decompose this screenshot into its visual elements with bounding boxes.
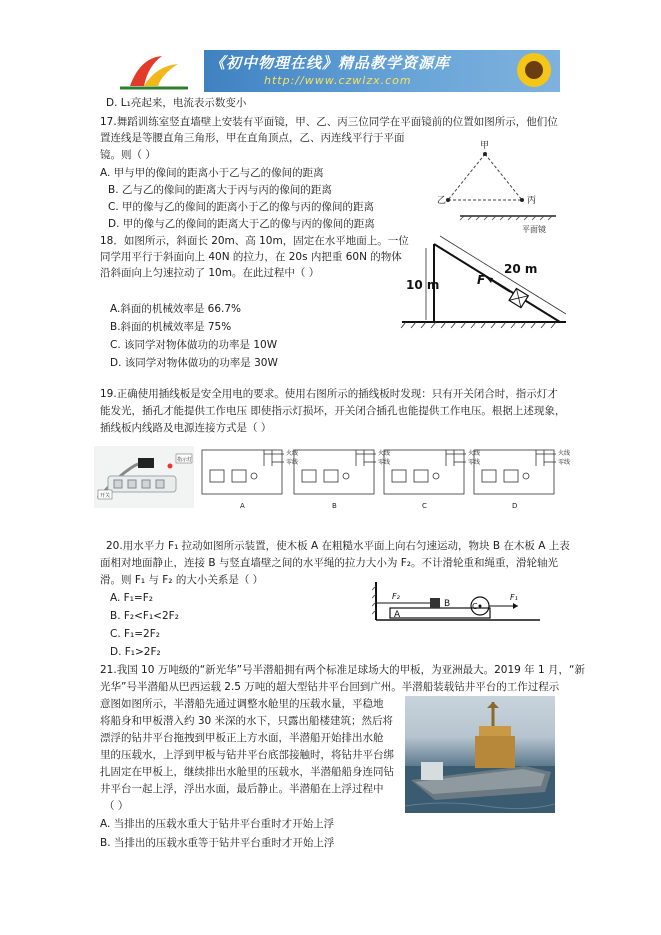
semi-submersible-ship-photo — [405, 696, 555, 813]
label-switch: 开关 — [100, 493, 111, 499]
q19-stem-line: 19.正确使用插线板是安全用电的要求。使用右图所示的插线板时发现：只有开关闭合时，指示灯才 — [100, 388, 558, 400]
circuit-diagram-a — [202, 449, 298, 510]
label-length: 20 m — [504, 262, 538, 276]
option-label: D — [512, 502, 518, 510]
label-f1: F₁ — [510, 593, 518, 602]
q18-incline-figure — [400, 232, 568, 334]
q19-stem-line: 插线板内线路及电源连接方式是（ ） — [100, 422, 272, 434]
q17-option: D. 甲的像与乙的像间的距离大于乙的像与丙的像间的距离 — [108, 218, 375, 230]
q21-stem-line: 里的压载水，上浮到甲板与钻井平台底部接触时，将钻井平台绑 — [100, 749, 394, 761]
q21-stem-line: 扎固定在甲板上，继续排出水舱里的压载水，半潜船船身连同钻 — [100, 766, 394, 778]
banner-url: http://www.czwlzx.com — [264, 74, 412, 87]
q21-stem-line: 意图如图所示，半潜船先通过调整水舱里的压载水量，平稳地 — [100, 698, 384, 710]
q20-stem-line: 滑。则 F₁ 与 F₂ 的大小关系是（ ） — [100, 574, 264, 586]
q20-option: C. F₁=2F₂ — [110, 628, 160, 640]
q21-stem-line: 将船身和甲板潜入约 30 米深的水下，只露出船楼建筑；然后将 — [100, 715, 394, 727]
q17-option: B. 乙与乙的像间的距离大于丙与丙的像间的距离 — [108, 184, 332, 196]
point-bing — [520, 198, 524, 202]
sunflower-icon — [504, 50, 560, 92]
q17-option: C. 甲的像与乙的像间的距离小于乙的像与丙的像间的距离 — [108, 201, 375, 213]
q21-stem-line: 漂浮的钻井平台拖拽到甲板正上方水面，半潜船开始排出水舱 — [100, 732, 384, 744]
q17-stem-line: 17.舞蹈训练室竖直墙壁上安装有平面镜，甲、乙、丙三位同学在平面镜前的位置如图所示，他们位 — [100, 116, 558, 128]
q17-mirror-figure — [430, 140, 560, 235]
indicator-light-icon — [168, 464, 173, 469]
q20-option: A. F₁=F₂ — [110, 592, 153, 604]
q19-stem-line: 能发光，插孔才能提供工作电压 即使指示灯损坏，开关闭合插孔也能提供工作电压。根据上述现象， — [100, 405, 566, 417]
q21-stem-line: 光华”号半潜船从巴西运载 2.5 万吨的超大型钻井平台回到广州。半潜船装载钻井平台的工作过程示 — [100, 681, 560, 693]
q18-stem-line: 18．如图所示，斜面长 20m、高 10m，固定在水平地面上。一位 — [100, 235, 409, 247]
label-a: A — [394, 610, 401, 620]
label-neutral: 零线 — [378, 459, 391, 466]
label-jia: 甲 — [480, 141, 490, 151]
q18-option: B.斜面的机械效率是 75% — [110, 321, 232, 333]
q17-stem-line: 置连线是等腰直角三角形，甲在直角顶点，乙、丙连线平行于平面 — [100, 132, 405, 144]
label-f2: F₂ — [392, 592, 400, 601]
label-force: F — [477, 273, 486, 287]
label-bing: 丙 — [527, 196, 537, 206]
q20-stem-line: 20.用水平力 F₁ 拉动如图所示装置，使木板 A 在粗糙水平面上向右匀速运动，物块 B 在木板 A 上表 — [106, 540, 570, 552]
q17-option: A. 甲与甲的像间的距离小于乙与乙的像间的距离 — [100, 167, 324, 179]
q21-stem-line: （ ） — [104, 800, 129, 812]
label-b: B — [444, 599, 451, 609]
q16-option-d: D. L₁亮起来，电流表示数变小 — [106, 97, 247, 109]
q20-option: D. F₁>2F₂ — [110, 646, 161, 658]
label-yi: 乙 — [437, 196, 447, 206]
q21-option: A. 当排出的压载水重大于钻井平台重时才开始上浮 — [100, 818, 335, 830]
q21-option: B. 当排出的压载水重等于钻井平台重时才开始上浮 — [100, 837, 335, 849]
power-strip-photo — [94, 446, 194, 508]
point-yi — [446, 198, 450, 202]
q19-power-strip-figure — [94, 446, 574, 512]
label-live: 火线 — [468, 450, 481, 457]
label-live: 火线 — [378, 450, 391, 457]
label-neutral: 零线 — [558, 459, 571, 466]
q18-option: A.斜面的机械效率是 66.7% — [110, 303, 242, 315]
q18-stem-line: 沿斜面向上匀速拉动了 10m。在此过程中（ ） — [100, 267, 320, 279]
circuit-diagram-c — [384, 449, 480, 510]
point-jia — [483, 152, 487, 156]
label-live: 火线 — [286, 450, 299, 457]
label-height: 10 m — [406, 278, 440, 292]
banner-title: 《初中物理在线》精品教学资源库 — [210, 54, 451, 72]
q21-stem-line: 21.我国 10 万吨级的“新光华”号半潜船拥有两个标准足球场大的甲板，为亚洲最大。2019 年 1 月，“新 — [100, 664, 585, 676]
block-b — [430, 598, 440, 608]
label-mirror: 平面镜 — [522, 225, 546, 234]
logo-icon — [104, 50, 204, 92]
option-label: C — [422, 502, 427, 510]
label-c: C — [472, 602, 478, 611]
circuit-diagram-d — [474, 449, 570, 510]
q18-option: C. 该同学对物体做功的功率是 10W — [110, 339, 278, 351]
q20-option: B. F₂<F₁<2F₂ — [110, 610, 179, 622]
q21-stem-line: 井平台一起上浮，浮出水面，最后静止。半潜船在上浮过程中 — [100, 783, 384, 795]
q18-stem-line: 同学用平行于斜面向上 40N 的拉力，在 20s 内把重 60N 的物体 — [100, 251, 402, 263]
option-label: B — [332, 502, 337, 510]
q20-pulley-figure — [372, 580, 542, 624]
label-neutral: 零线 — [468, 459, 481, 466]
option-label: A — [240, 502, 245, 510]
circuit-diagram-b — [294, 449, 390, 510]
q17-stem-line: 镜。则（ ） — [100, 149, 156, 161]
label-indicator: 指示灯 — [177, 457, 193, 463]
label-live: 火线 — [558, 450, 571, 457]
q20-stem-line: 面相对地面静止，连接 B 与竖直墙壁之间的水平绳的拉力大小为 F₂。不计滑轮重和绳重，滑轮轴光 — [100, 557, 558, 569]
q18-option: D. 该同学对物体做功的功率是 30W — [110, 357, 278, 369]
header-banner — [104, 50, 560, 92]
label-neutral: 零线 — [286, 459, 299, 466]
